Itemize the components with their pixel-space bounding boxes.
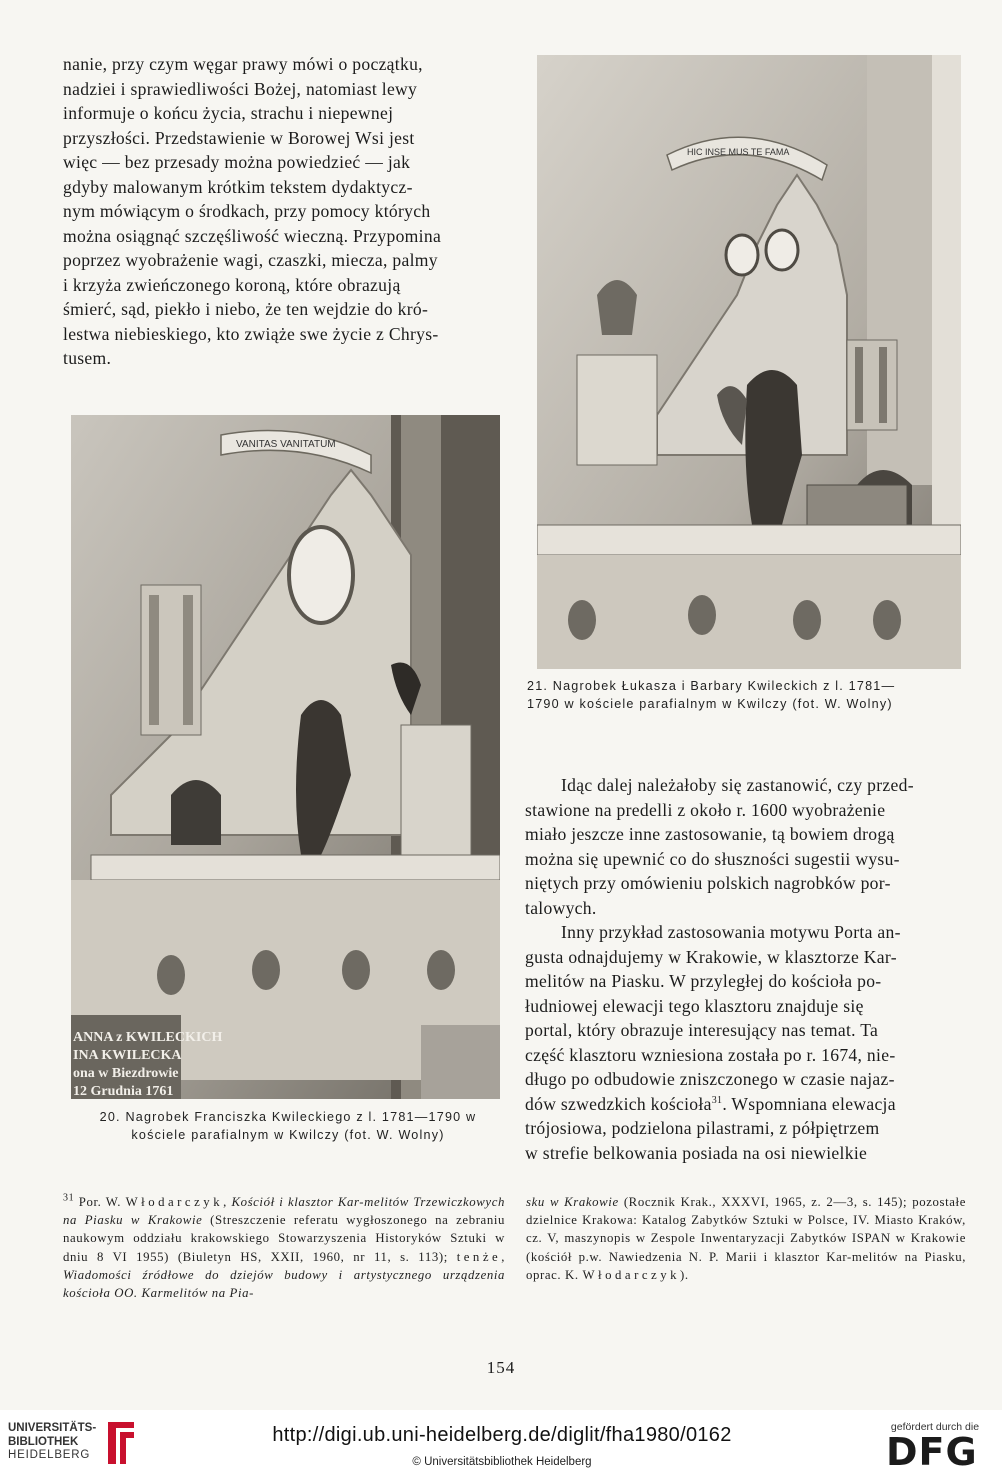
caption-21-line-2: 1790 w kościele parafialnym w Kwilczy (fot. W. Wolny) [527,697,893,712]
source-url-link[interactable]: http://digi.ub.uni-heidelberg.de/diglit/fha1980/0162 [272,1424,732,1446]
body-paragraph-1-line: można się upewnić co do słuszności sugestii wysu- [525,848,900,869]
top-paragraph-line: śmierć, sąd, piekło i niebo, że ten wejdzie do kró- [63,299,429,319]
body-paragraph-2-line: długo po odbudowie zniszczonego w czasie najaz- [525,1069,895,1089]
funded-by-label: gefördert durch die [890,1421,980,1433]
footnote-left: $^{31}$ Por. W. Włodarczyk, Kościół i klasztor Kar-melitów Trzewiczkowych na Piasku w Krakowie (Streszczenie referatu wygłoszonego na zebraniu naukowym oddziału krakowskiego Stowarzyszenia Historyków Sztuki w dniu 8 VI 1955) (Biuletyn HS, XXII, 1960, nr 11, s. 113); tenże, Wiadomości źródłowe do dziejów budowy i artystycznego urządzenia kościoła OO. Karmelitów na Pia- [63,1192,505,1301]
footnote-text: Por. W. [78,1195,126,1209]
footnote-author: Włodarczyk [582,1267,680,1282]
top-paragraph [63,52,505,371]
body-text [525,773,965,1165]
caption-20-line-2: kościele parafialnym w Kwilczy (fot. W. Wolny) [131,1128,445,1143]
footnote-tenze: tenże [456,1249,502,1264]
body-paragraph-1-line: miało jeszcze inne zastosowanie, tą bowiem drogą [525,824,895,844]
body-paragraph-1 [525,773,965,920]
top-paragraph-line: poprzez wyobrażenie wagi, czaszki, miecza, palmy [63,250,438,270]
dfg-logo[interactable]: DFG [886,1430,978,1474]
top-paragraph-line: gdyby malowanym krótkim tekstem dydaktycz- [63,176,413,197]
inscription-line-1: ANNA z KWILECKICH [73,1030,223,1045]
figure-21-photo [537,55,961,669]
body-paragraph-1-line: stawione na predelli z około r. 1600 wyobrażenie [525,799,886,820]
page-number: 154 [486,1358,516,1377]
library-line-1: UNIVERSITÄTS- [8,1422,97,1434]
footnote-text: ). [680,1267,689,1282]
body-paragraph-1-line: Idąc dalej należałoby się zastanowić, czy przed- [561,775,914,795]
inscription-line-2: INA KWILECKA [73,1048,182,1063]
footnote-title: Wiadomości źródłowe do dziejów budowy i artystycznego urządzenia kościoła OO. Karmelitów na Pia- [63,1267,505,1301]
body-paragraph-2-line: część klasztoru wzniesiona została po r. 1674, nie- [525,1044,896,1065]
body-paragraph-2 [525,920,965,1165]
banner-text-21: HIC INSE MUS TE FAMA [687,147,790,157]
footnote-text: (Rocznik Krak., XXXVI, 1965, z. 2—3, s. 145); pozostałe dzielnice Krakowa: Katalog Zabytków Sztuki w Polsce, IV. Miasto Kraków, cz. V, maszynopis w Zespole Inwentaryzacji Zabytków ISPAN w Krakowie (kościół p.w. Nawiedzenia N. P. Marii i klasztor Kar-melitów na Piasku, oprac. K. [526,1195,966,1282]
body-text-fragment: . Wspomniana elewacja [722,1093,896,1114]
library-logo-icon[interactable] [104,1418,138,1468]
inscription-line-3: ona w Biezdrowie [73,1066,179,1081]
body-paragraph-2-line: melitów na Piasku. W przyległej do kościoła po- [525,971,882,991]
caption-21-line-1: 21. Nagrobek Łukasza i Barbary Kwileckich z l. 1781— [527,679,896,693]
footnote-author: Włodarczyk [125,1195,224,1209]
body-paragraph-2-line: trójosiowa, podzielona pilastrami, z półpiętrzem [525,1118,880,1138]
figure-20-photo [71,415,500,1099]
top-paragraph-line: można osiągnąć szczęśliwość wieczną. Przypomina [63,225,442,246]
top-paragraph-line: tusem. [63,348,112,368]
figure-20-caption [72,1108,504,1145]
top-paragraph-line: informuje o końcu życia, strachu i niepewnej [63,103,394,123]
top-paragraph-line: więc — bez przesady można powiedzieć — jak [63,152,411,172]
top-paragraph-line: przyszłości. Przedstawienie w Borowej Wsi jest [63,127,415,148]
figure-21-caption [527,677,967,714]
digitization-footer [0,1410,1002,1476]
body-paragraph-2-line: portal, który obrazuje interesujący nas temat. Ta [525,1020,879,1040]
top-paragraph-line: lestwa niebieskiego, kto zwiąże swe życie z Chrys- [63,323,439,344]
copyright-notice: © Universitätsbibliothek Heidelberg [412,1456,592,1468]
top-paragraph-line: i krzyża zwieńczonego koroną, które obrazują [63,274,401,295]
footnote-reference[interactable]: 31 [711,1094,723,1106]
tomb-photo-21 [537,55,961,669]
footnote-title: sku w Krakowie [526,1195,619,1209]
inscription-line-4: 12 Grudnia 1761 [73,1084,174,1099]
footnote-title: Kościół i klasztor Kar-melitów Trzewiczkowych na Piasku w Krakowie [63,1195,505,1228]
library-line-2: BIBLIOTHEK [8,1435,79,1448]
footnote-text: (Streszczenie referatu wygłoszonego na zebraniu naukowym oddziału krakowskiego Stowarzyszenia Historyków Sztuki w dniu 8 VI 1955) (Biuletyn HS, XXII, 1960, nr 11, s. 113); [63,1213,505,1264]
tomb-photo-20 [71,415,500,1099]
top-paragraph-line: nanie, przy czym węgar prawy mówi o początku, [63,54,423,74]
library-name[interactable] [8,1422,96,1463]
library-line-3: HEIDELBERG [8,1449,91,1461]
body-paragraph-1-line: talowych. [525,897,597,918]
banner-text-20: VANITAS VANITATUM [236,439,336,450]
body-paragraph-2-line: łudniowej elewacji tego klasztoru znajduje się [525,995,864,1016]
footnote-marker: 31 [63,1192,75,1204]
body-paragraph-2-line: dów szwedzkich kościoła$^{31}$. Wspomniana elewacja [525,1093,896,1114]
body-paragraph-2-line: w strefie belkowania posiada na osi niewielkie [525,1142,868,1163]
footnote-text: , [501,1249,505,1264]
body-paragraph-2-line: Inny przykład zastosowania motywu Porta an- [561,922,901,942]
footnote-right [526,1193,966,1284]
caption-20-line-1: 20. Nagrobek Franciszka Kwileckiego z l. 1781—1790 w [99,1110,477,1124]
top-paragraph-line: nym mówiącym o środkach, przy pomocy których [63,201,431,221]
body-paragraph-2-line: gusta odnajdujemy w Krakowie, w klasztorze Kar- [525,946,897,967]
body-paragraph-1-line: niętych przy omówieniu polskich nagrobków por- [525,873,891,893]
top-paragraph-line: nadziei i sprawiedliwości Bożej, natomiast lewy [63,78,418,99]
